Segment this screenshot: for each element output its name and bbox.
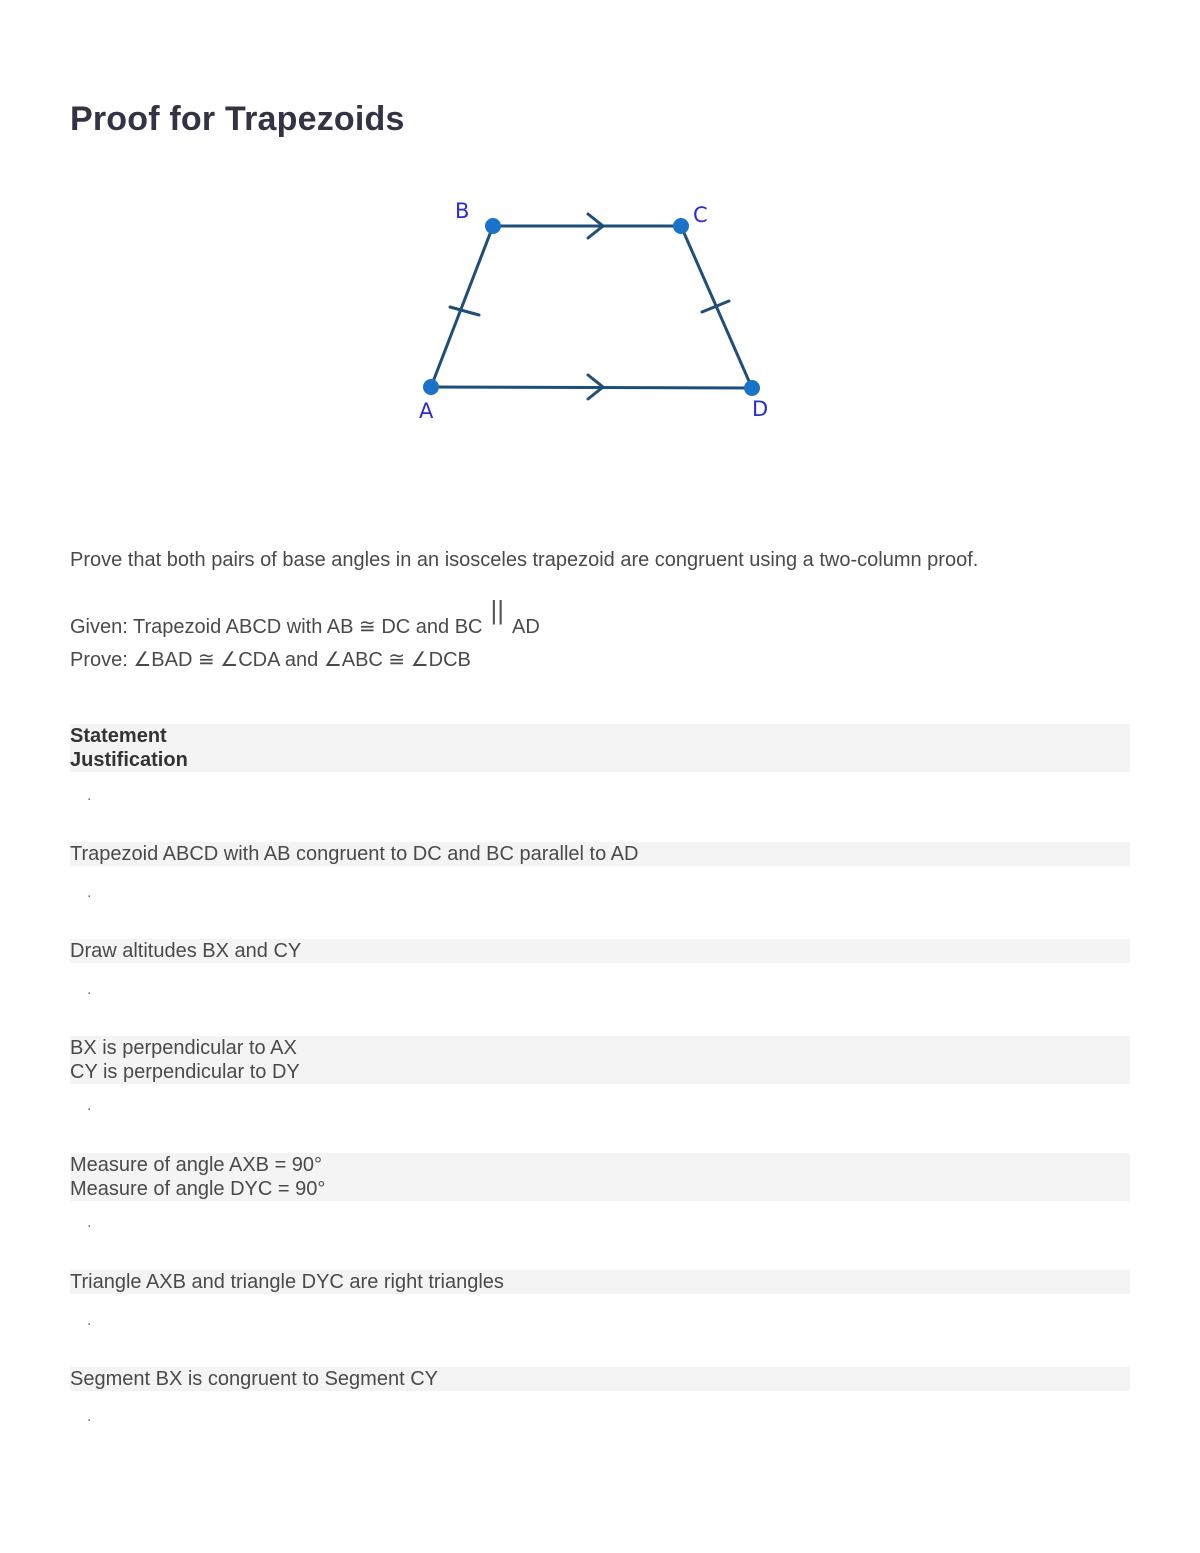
point-a [423,379,439,395]
justification-placeholder: . [87,1214,92,1231]
statement-cell: Trapezoid ABCD with AB congruent to DC and BC parallel to AD [70,843,639,865]
parallel-symbol: || [490,595,505,625]
table-header [70,724,1130,772]
statement-cell-line2: CY is perpendicular to DY [70,1061,300,1083]
table-row [70,1036,1130,1084]
trapezoid-diagram [400,190,800,430]
justification-placeholder: . [87,1312,92,1329]
point-c [673,218,689,234]
given-statement [70,595,540,640]
table-row [70,939,1130,963]
side-ab [431,226,493,387]
statement-cell: Draw altitudes BX and CY [70,940,302,962]
header-statement: Statement [70,725,167,747]
given-text: Given: Trapezoid ABCD with AB ≅ DC and BC [70,616,483,638]
table-row [70,1153,1130,1201]
justification-placeholder: . [87,884,92,901]
table-row [70,842,1130,866]
label-d: D [752,397,769,421]
justification-placeholder: . [87,1408,92,1425]
table-row [70,1270,1130,1294]
statement-cell: Segment BX is congruent to Segment CY [70,1368,438,1390]
congruence-tick-ab [450,307,479,315]
page-title: Proof for Trapezoids [70,100,405,138]
header-justification: Justification [70,749,188,771]
statement-cell: BX is perpendicular to AX [70,1037,297,1059]
justification-placeholder: . [87,1097,92,1114]
statement-cell: Triangle AXB and triangle DYC are right triangles [70,1271,504,1293]
statement-cell-line2: Measure of angle DYC = 90° [70,1178,326,1200]
justification-placeholder: . [87,981,92,998]
table-row [70,1367,1130,1391]
problem-prompt: Prove that both pairs of base angles in an isosceles trapezoid are congruent using a two-column proof. [70,549,979,571]
prove-statement: Prove: ∠BAD ≅ ∠CDA and ∠ABC ≅ ∠DCB [70,649,471,671]
label-b: B [455,199,470,223]
label-a: A [419,399,434,423]
given-suffix: AD [512,616,540,638]
side-ad [431,387,752,388]
label-c: C [693,203,708,227]
justification-placeholder: . [87,787,92,804]
point-b [485,218,501,234]
point-d [744,380,760,396]
trapezoid-svg [400,190,800,430]
statement-cell: Measure of angle AXB = 90° [70,1154,323,1176]
